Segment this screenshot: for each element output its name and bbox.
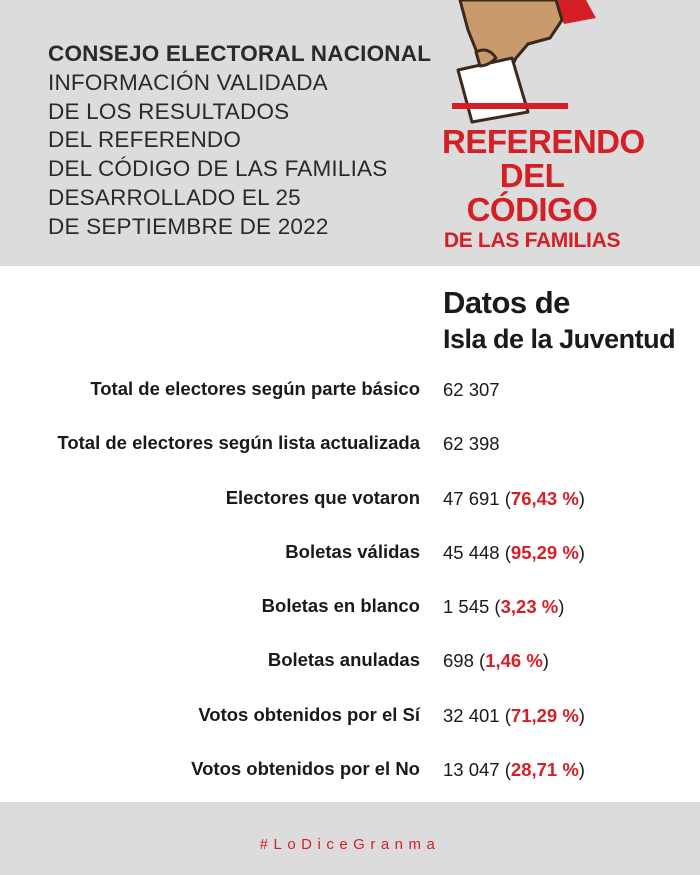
result-row [0,527,700,581]
result-row [0,635,700,689]
row-number: 62 307 [443,379,500,400]
header-line: DESARROLLADO EL 25 [48,184,301,210]
row-number: 1 545 [443,596,490,618]
logo-line-1: REFERENDO [442,123,645,160]
logo-line-3: DE LAS FAMILIAS [443,229,621,252]
row-percent: 95,29 % [510,541,579,563]
result-row [0,473,700,527]
row-percent: 71,29 % [510,704,579,726]
result-row [0,690,700,744]
header-line: DE SEPTIEMBRE DE 2022 [48,213,329,239]
row-value [443,379,500,401]
row-value: 1 545 (3,23 %) [443,596,565,618]
row-number: 62 398 [443,433,500,455]
row-percent: 28,71 % [510,759,579,781]
header-line: DEL CÓDIGO DE LAS FAMILIAS [48,156,388,182]
result-row [0,744,700,798]
result-row [0,581,700,635]
section-title [443,285,675,357]
row-number: 32 401 [443,704,500,726]
section-title-line-1: Datos de [443,285,570,320]
header-line: CONSEJO ELECTORAL NACIONAL [48,41,432,66]
row-label: Boletas válidas [285,540,420,562]
row-label: Boletas en blanco [261,595,420,617]
header-banner [0,0,700,266]
results-table [0,364,700,798]
row-value: 47 691 (76,43 %) [443,487,585,509]
header-line: INFORMACIÓN VALIDADA [48,69,328,95]
row-label: Total de electores según parte básico [90,378,420,399]
section-title-line-2: Isla de la Juventud [443,324,676,354]
row-label: Electores que votaron [225,486,420,508]
hashtag: #LoDiceGranma [259,836,441,853]
row-label: Votos obtenidos por el No [191,758,420,780]
logo-line-2: DEL CÓDIGO [466,157,598,228]
row-number: 47 691 [443,487,500,509]
row-number: 698 [443,650,474,672]
row-percent: 1,46 % [485,650,543,672]
row-percent: 76,43 % [510,487,579,509]
row-number: 13 047 [443,759,500,781]
row-value: 45 448 (95,29 %) [443,541,585,563]
row-percent: 3,23 % [500,596,559,618]
row-value [443,433,500,455]
row-label: Votos obtenidos por el Sí [198,703,420,725]
row-value: 32 401 (71,29 %) [443,704,585,726]
row-value: 13 047 (28,71 %) [443,759,585,781]
footer-bar [0,802,700,875]
result-row [0,418,700,472]
referendum-logo-text [442,123,645,255]
result-row [0,364,700,418]
header-line: DE LOS RESULTADOS [48,98,290,124]
header-text [48,40,431,242]
row-label: Boletas anuladas [267,649,420,671]
row-label: Total de electores según lista actualizada [57,432,420,454]
row-value: 698 (1,46 %) [443,650,549,672]
row-number: 45 448 [443,541,500,563]
header-line: DEL REFERENDO [48,127,242,153]
